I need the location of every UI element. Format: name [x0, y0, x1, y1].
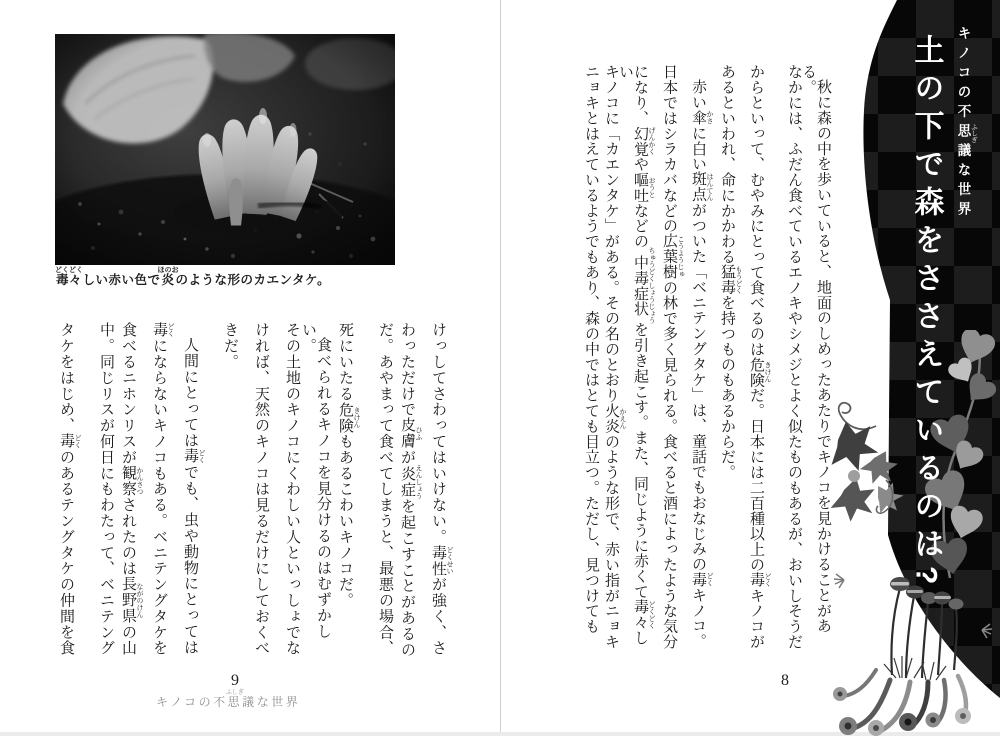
text-column: キノコに「カエンタケ」がある。その名のとおり火炎 かえんのような形で、赤い指がニョキ	[603, 64, 627, 650]
text-column: 食べられるキノコを見分けるのはむずかしい。	[300, 322, 331, 640]
mushroom-photo-art	[55, 34, 395, 265]
text-column: 日本ではシラカバなどの広葉樹 こうようじゅの林で多く見られる。食べると酒によったような気分	[661, 64, 685, 650]
text-column: タケをはじめ、毒 どくのあるテングタケの仲間を食	[58, 322, 82, 656]
running-footer-series-title: キノコの不思議ふしぎな世界	[156, 690, 301, 709]
text-column: ニョキとはえているようでもあり、森の中ではとても目立つ。ただし、見つけても	[583, 64, 599, 634]
page-number-right: 8	[781, 672, 789, 689]
text-column: 人間にとっては毒 どくでも、虫や動物にとっては	[182, 337, 206, 656]
text-column: になり、幻覚 げんかくや嘔吐 おうとなどの中毒症状 ちゅうどくしょうじょうを引き起こす。また、同じように赤くて毒々 どくどくしい	[617, 64, 656, 646]
text-column: あるといわれ、命にかかわる猛毒 もうどくを持つものもあるからだ。	[719, 64, 743, 480]
text-column: 秋に森の中を歩いていると、地面のしめったあたりでキノコを見かけることがある。	[800, 64, 831, 634]
text-column: けっしてさわってはいけない。毒性 どくせいが強く、さ	[430, 322, 454, 656]
page-number-left: 9	[231, 672, 239, 689]
page-gutter-line	[500, 0, 501, 736]
series-title: キノコの不思議 ふしぎな世界	[955, 26, 977, 221]
text-column: ければ、天然のキノコは見るだけにしておくべ	[253, 322, 269, 656]
text-column: 赤い傘 かさに白い斑点 はんてんがついた「ベニテングタケ」は、童話でもおなじみの毒 どくキノコ。	[690, 79, 714, 649]
text-column: 死にいたる危険 きけんもあるこわいキノコだ。	[337, 322, 361, 609]
text-column: 毒 どくにならないキノコもある。ベニテングタケを	[151, 322, 175, 656]
text-column: その土地のキノコにくわしい人といっしょでな	[284, 322, 300, 656]
text-column: きだ。	[222, 322, 238, 370]
photo-caption: 毒々どくどくしい赤い色で炎ほのおのような形のカエンタケ。	[55, 266, 331, 287]
mushroom-photo	[55, 34, 395, 265]
chapter-title: 土の下で森をささえているのは?	[909, 34, 943, 593]
text-column: からといって、むやみにとって食べるのは危険 きけんだ。日本には二百種以上の毒 どくキノコが	[748, 64, 772, 650]
text-column: 食べるニホンリスが観察 かんさつされたのは長野県 ながのけんの山	[120, 322, 144, 656]
text-column: なかには、ふだん食べているエノキやシメジとよく似たものもあるが、おいしそうだ	[786, 64, 802, 650]
text-column: わっただけで皮膚 ひふが炎症 えんしょうを起こすことがあるの	[399, 322, 423, 658]
right-page-body-text	[568, 64, 830, 660]
text-column: だ。あやまって食べてしまうと、最悪の場合、	[377, 322, 393, 656]
left-page-body-text	[50, 322, 454, 670]
text-column: 中。同じリスが何日にもわたって、ベニテング	[98, 322, 114, 656]
